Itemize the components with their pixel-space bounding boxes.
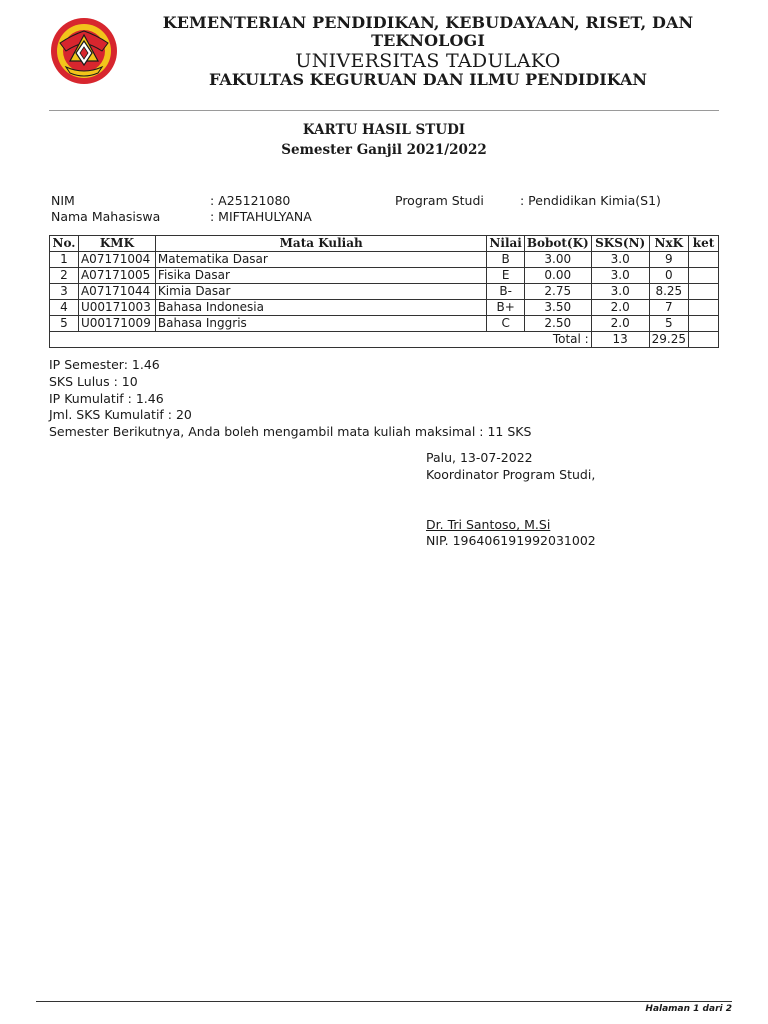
cell-no: 5 <box>50 316 79 332</box>
prodi-value: : Pendidikan Kimia(S1) <box>520 193 661 208</box>
next-semester-note: Semester Berikutnya, Anda boleh mengambil mata kuliah maksimal : 11 SKS <box>49 424 532 440</box>
prodi-label: Program Studi <box>395 193 484 208</box>
cell-ket <box>689 284 719 300</box>
cell-sks: 3.0 <box>591 268 649 284</box>
cell-mata-kuliah: Bahasa Indonesia <box>155 300 487 316</box>
cell-mata-kuliah: Bahasa Inggris <box>155 316 487 332</box>
cell-nilai: E <box>487 268 524 284</box>
ministry-heading: KEMENTERIAN PENDIDIKAN, KEBUDAYAAN, RISET, DAN TEKNOLOGI <box>162 13 694 50</box>
total-sks: 13 <box>591 332 649 348</box>
sign-place-date: Palu, 13-07-2022 <box>426 450 533 465</box>
grades-table <box>49 235 719 348</box>
table-row <box>50 252 719 268</box>
col-header-kmk: KMK <box>78 236 155 252</box>
cell-sks: 2.0 <box>591 300 649 316</box>
cell-bobot: 2.50 <box>524 316 591 332</box>
table-row <box>50 268 719 284</box>
cell-mata-kuliah: Kimia Dasar <box>155 284 487 300</box>
document-title: KARTU HASIL STUDI <box>302 122 466 138</box>
cell-nxk: 5 <box>649 316 688 332</box>
cell-no: 1 <box>50 252 79 268</box>
cell-ket <box>689 316 719 332</box>
footer-divider <box>36 1001 732 1002</box>
cell-kmk: A07171044 <box>78 284 155 300</box>
cell-ket <box>689 268 719 284</box>
sign-role: Koordinator Program Studi, <box>426 467 596 482</box>
university-logo <box>50 17 118 85</box>
total-ket <box>689 332 719 348</box>
cell-kmk: A07171005 <box>78 268 155 284</box>
cell-no: 3 <box>50 284 79 300</box>
name-label: Nama Mahasiswa <box>51 209 161 224</box>
total-nxk: 29.25 <box>649 332 688 348</box>
cell-no: 4 <box>50 300 79 316</box>
cell-kmk: U00171003 <box>78 300 155 316</box>
cell-sks: 2.0 <box>591 316 649 332</box>
cell-bobot: 0.00 <box>524 268 591 284</box>
faculty-name: FAKULTAS KEGURUAN DAN ILMU PENDIDIKAN <box>208 70 648 89</box>
cell-nilai: B <box>487 252 524 268</box>
cell-kmk: A07171004 <box>78 252 155 268</box>
cell-nxk: 8.25 <box>649 284 688 300</box>
cell-nxk: 9 <box>649 252 688 268</box>
col-header-ket: ket <box>689 236 719 252</box>
ip-semester: IP Semester: 1.46 <box>49 357 160 372</box>
table-header-row <box>50 236 719 252</box>
cell-bobot: 2.75 <box>524 284 591 300</box>
sign-nip: NIP. 196406191992031002 <box>426 533 596 548</box>
table-row <box>50 316 719 332</box>
col-header-bobot: Bobot(K) <box>524 236 591 252</box>
table-row <box>50 284 719 300</box>
col-header-mata-kuliah: Mata Kuliah <box>155 236 487 252</box>
sks-kumulatif: Jml. SKS Kumulatif : 20 <box>49 407 192 423</box>
cell-sks: 3.0 <box>591 284 649 300</box>
col-header-sks: SKS(N) <box>591 236 649 252</box>
cell-kmk: U00171009 <box>78 316 155 332</box>
cell-mata-kuliah: Matematika Dasar <box>155 252 487 268</box>
cell-ket <box>689 252 719 268</box>
name-value: : MIFTAHULYANA <box>210 209 312 224</box>
cell-no: 2 <box>50 268 79 284</box>
cell-bobot: 3.50 <box>524 300 591 316</box>
cell-nilai: B- <box>487 284 524 300</box>
cell-nxk: 7 <box>649 300 688 316</box>
semester-title: Semester Ganjil 2021/2022 <box>281 142 487 158</box>
nim-value: : A25121080 <box>210 193 291 208</box>
cell-sks: 3.0 <box>591 252 649 268</box>
total-label: Total : <box>50 332 592 348</box>
cell-nilai: C <box>487 316 524 332</box>
page-number: Halaman 1 dari 2 <box>645 1004 732 1014</box>
col-header-no: No. <box>50 236 79 252</box>
sks-lulus: SKS Lulus : 10 <box>49 373 138 389</box>
table-total-row <box>50 332 719 348</box>
nim-label: NIM <box>51 193 75 208</box>
cell-bobot: 3.00 <box>524 252 591 268</box>
university-name: UNIVERSITAS TADULAKO <box>295 50 561 72</box>
cell-nxk: 0 <box>649 268 688 284</box>
table-row <box>50 300 719 316</box>
sign-name: Dr. Tri Santoso, M.Si <box>426 517 551 532</box>
summary-block <box>49 357 531 441</box>
cell-ket <box>689 300 719 316</box>
cell-mata-kuliah: Fisika Dasar <box>155 268 487 284</box>
col-header-nilai: Nilai <box>487 236 524 252</box>
header-divider <box>49 110 719 111</box>
cell-nilai: B+ <box>487 300 524 316</box>
col-header-nxk: NxK <box>649 236 688 252</box>
ip-kumulatif: IP Kumulatif : 1.46 <box>49 390 164 406</box>
